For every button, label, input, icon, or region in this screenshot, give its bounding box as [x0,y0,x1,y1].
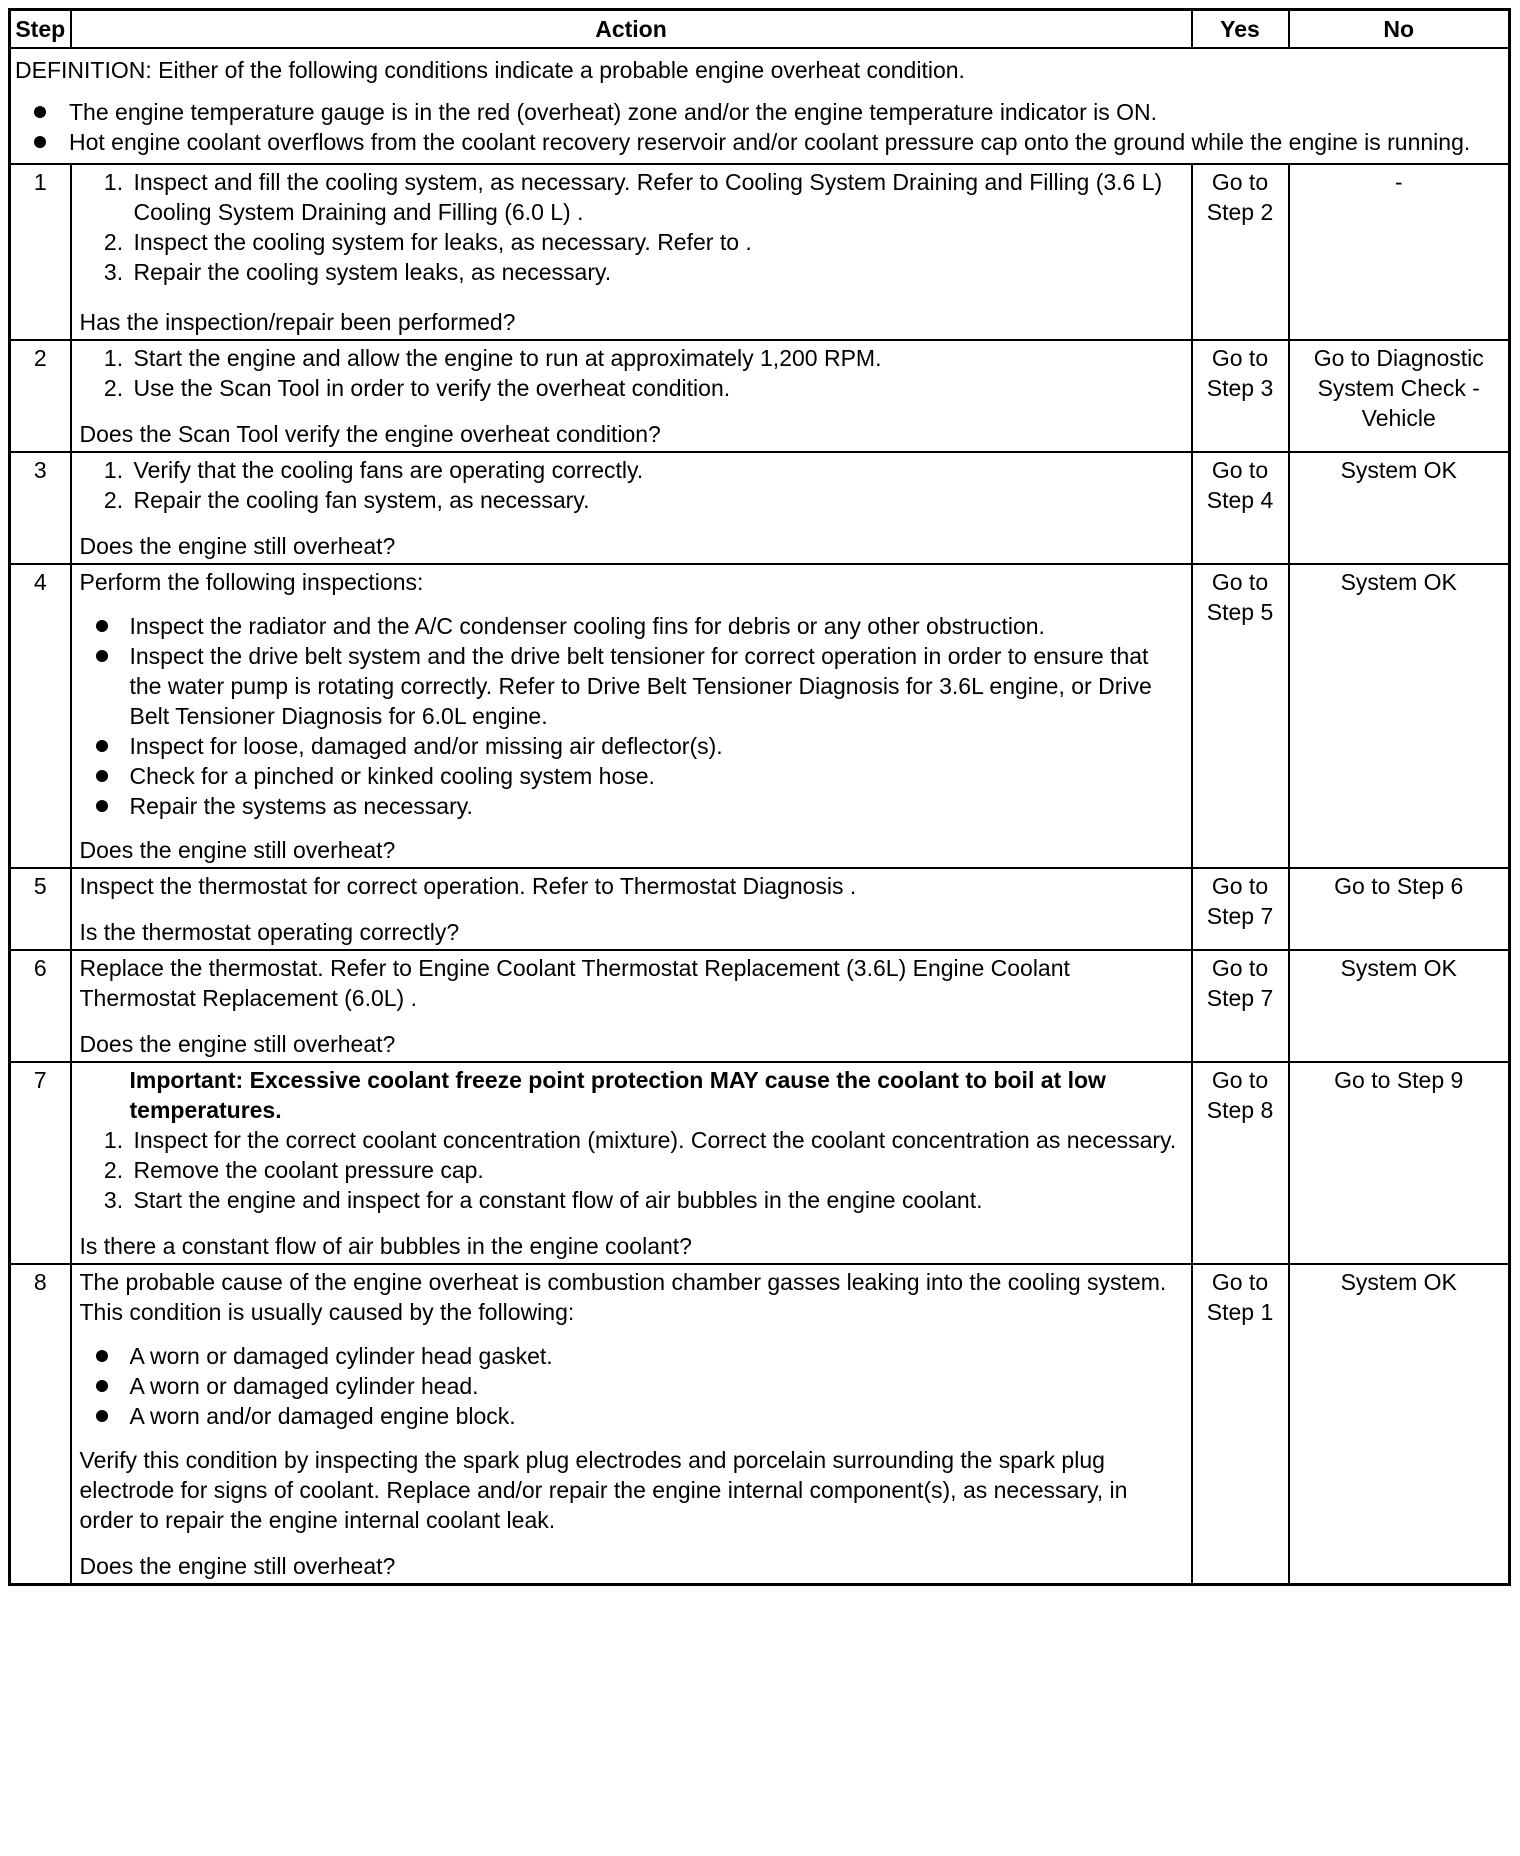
action-cell [71,564,1192,868]
action-cell [71,868,1192,950]
action-item: 1. Start the engine and allow the engine to run at approximately 1,200 RPM. [130,343,1183,373]
step-question: Does the engine still overheat? [79,1031,396,1057]
action-bullet: A worn or damaged cylinder head gasket. [130,1341,1183,1371]
action-list [80,343,1183,403]
step-row-7 [10,1062,1510,1264]
action-item: 2. Repair the cooling fan system, as necessary. [130,485,1183,515]
action-item: 1. Inspect for the correct coolant concentration (mixture). Correct the coolant concentration as necessary. [130,1125,1183,1155]
no-cell [1289,868,1510,950]
step-row-4 [10,564,1510,868]
step-row-3 [10,452,1510,564]
action-bullet: Repair the systems as necessary. [130,791,1183,821]
yes-cell [1192,950,1289,1062]
yes-link[interactable]: Go to Step 8 [1206,1067,1274,1123]
step-question: Does the engine still overheat? [79,1553,396,1579]
action-bullet: Inspect the drive belt system and the drive belt tensioner for correct operation in order to ensure that the water pump is rotating correctly. Refer to Drive Belt Tensioner Diagnosis for 3.6L engine, or Drive Belt Tensioner Diagnosis for 6.0L engine. [130,641,1183,731]
diagnostic-table [8,8,1511,1586]
no-cell: System OK [1289,950,1510,1062]
step-row-6 [10,950,1510,1062]
step-question: Does the engine still overheat? [79,837,396,863]
action-cell [71,1264,1192,1585]
step-row-2 [10,340,1510,452]
yes-link[interactable]: Go to Step 7 [1206,873,1274,929]
action-bullets [80,611,1183,821]
no-cell: - [1289,164,1510,340]
step-question: Is the thermostat operating correctly? [79,919,460,945]
header-step: Step [10,10,71,49]
no-link[interactable]: Go to Step 9 [1334,1067,1464,1093]
yes-link[interactable]: Go to Step 3 [1206,345,1274,401]
action-outro: Verify this condition by inspecting the spark plug electrodes and porcelain surrounding the spark plug electrode for signs of coolant. Replace and/or repair the engine internal component(s), as necessary, in order to repair the engine internal coolant leak. [79,1447,1128,1533]
step-question: Does the Scan Tool verify the engine overheat condition? [79,421,661,447]
action-item: 3. Start the engine and inspect for a constant flow of air bubbles in the engine coolant. [130,1185,1183,1215]
action-item: 2. Use the Scan Tool in order to verify the overheat condition. [130,373,1183,403]
action-item: 3. Repair the cooling system leaks, as necessary. [130,257,1183,287]
no-cell [1289,340,1510,452]
header-row [10,10,1510,49]
definition-cell [10,48,1510,164]
yes-link[interactable]: Go to Step 1 [1206,1269,1274,1325]
action-bullet: A worn and/or damaged engine block. [130,1401,1183,1431]
definition-bullets [15,97,1504,157]
action-cell [71,1062,1192,1264]
action-item: 1. Inspect and fill the cooling system, as necessary. Refer to Cooling System Draining and Filling (3.6 L) Cooling System Draining and Filling (6.0 L) . [130,167,1183,227]
yes-cell [1192,340,1289,452]
step-row-8 [10,1264,1510,1585]
action-list [80,1125,1183,1215]
definition-intro: DEFINITION: Either of the following conditions indicate a probable engine overheat condition. [15,57,965,83]
action-cell [71,164,1192,340]
action-cell [71,950,1192,1062]
step-number: 6 [10,950,71,1062]
action-bullet: Inspect the radiator and the A/C condenser cooling fins for debris or any other obstruction. [130,611,1183,641]
header-no: No [1289,10,1510,49]
action-item: 2. Remove the coolant pressure cap. [130,1155,1183,1185]
no-link[interactable]: Go to Diagnostic System Check - Vehicle [1313,345,1484,431]
step-question: Has the inspection/repair been performed? [79,309,516,335]
yes-cell [1192,1062,1289,1264]
definition-bullet: Hot engine coolant overflows from the coolant recovery reservoir and/or coolant pressure cap onto the ground while the engine is running. [69,127,1504,157]
yes-cell [1192,868,1289,950]
action-list [80,455,1183,515]
action-intro: Inspect the thermostat for correct operation. Refer to Thermostat Diagnosis . [79,873,857,899]
action-cell [71,340,1192,452]
yes-link[interactable]: Go to Step 7 [1206,955,1274,1011]
yes-link[interactable]: Go to Step 2 [1206,169,1274,225]
step-question: Does the engine still overheat? [79,533,396,559]
step-number: 8 [10,1264,71,1585]
action-intro: The probable cause of the engine overheat is combustion chamber gasses leaking into the cooling system. This condition is usually caused by the following: [79,1269,1167,1325]
action-bullet: A worn or damaged cylinder head. [130,1371,1183,1401]
step-row-1 [10,164,1510,340]
no-cell [1289,1062,1510,1264]
action-cell [71,452,1192,564]
no-cell: System OK [1289,1264,1510,1585]
definition-bullet: The engine temperature gauge is in the red (overheat) zone and/or the engine temperature indicator is ON. [69,97,1504,127]
action-bullets [80,1341,1183,1431]
step-number: 2 [10,340,71,452]
step-question: Is there a constant flow of air bubbles in the engine coolant? [79,1233,692,1259]
action-intro: Perform the following inspections: [79,569,424,595]
important-note: Important: Excessive coolant freeze point protection MAY cause the coolant to boil at low temperatures. [129,1067,1106,1123]
action-bullet: Check for a pinched or kinked cooling system hose. [130,761,1183,791]
header-yes: Yes [1192,10,1289,49]
yes-link[interactable]: Go to Step 5 [1206,569,1274,625]
action-intro: Replace the thermostat. Refer to Engine Coolant Thermostat Replacement (3.6L) Engine Coolant Thermostat Replacement (6.0L) . [79,955,1070,1011]
yes-link[interactable]: Go to Step 4 [1206,457,1274,513]
no-link[interactable]: Go to Step 6 [1334,873,1464,899]
action-item: 2. Inspect the cooling system for leaks, as necessary. Refer to . [130,227,1183,257]
yes-cell [1192,1264,1289,1585]
step-row-5 [10,868,1510,950]
no-cell: System OK [1289,452,1510,564]
yes-cell [1192,564,1289,868]
yes-cell [1192,452,1289,564]
action-item: 1. Verify that the cooling fans are operating correctly. [130,455,1183,485]
step-number: 5 [10,868,71,950]
yes-cell [1192,164,1289,340]
step-number: 7 [10,1062,71,1264]
step-number: 4 [10,564,71,868]
definition-row [10,48,1510,164]
action-list [80,167,1183,287]
no-cell: System OK [1289,564,1510,868]
action-bullet: Inspect for loose, damaged and/or missing air deflector(s). [130,731,1183,761]
step-number: 3 [10,452,71,564]
step-number: 1 [10,164,71,340]
header-action: Action [71,10,1192,49]
